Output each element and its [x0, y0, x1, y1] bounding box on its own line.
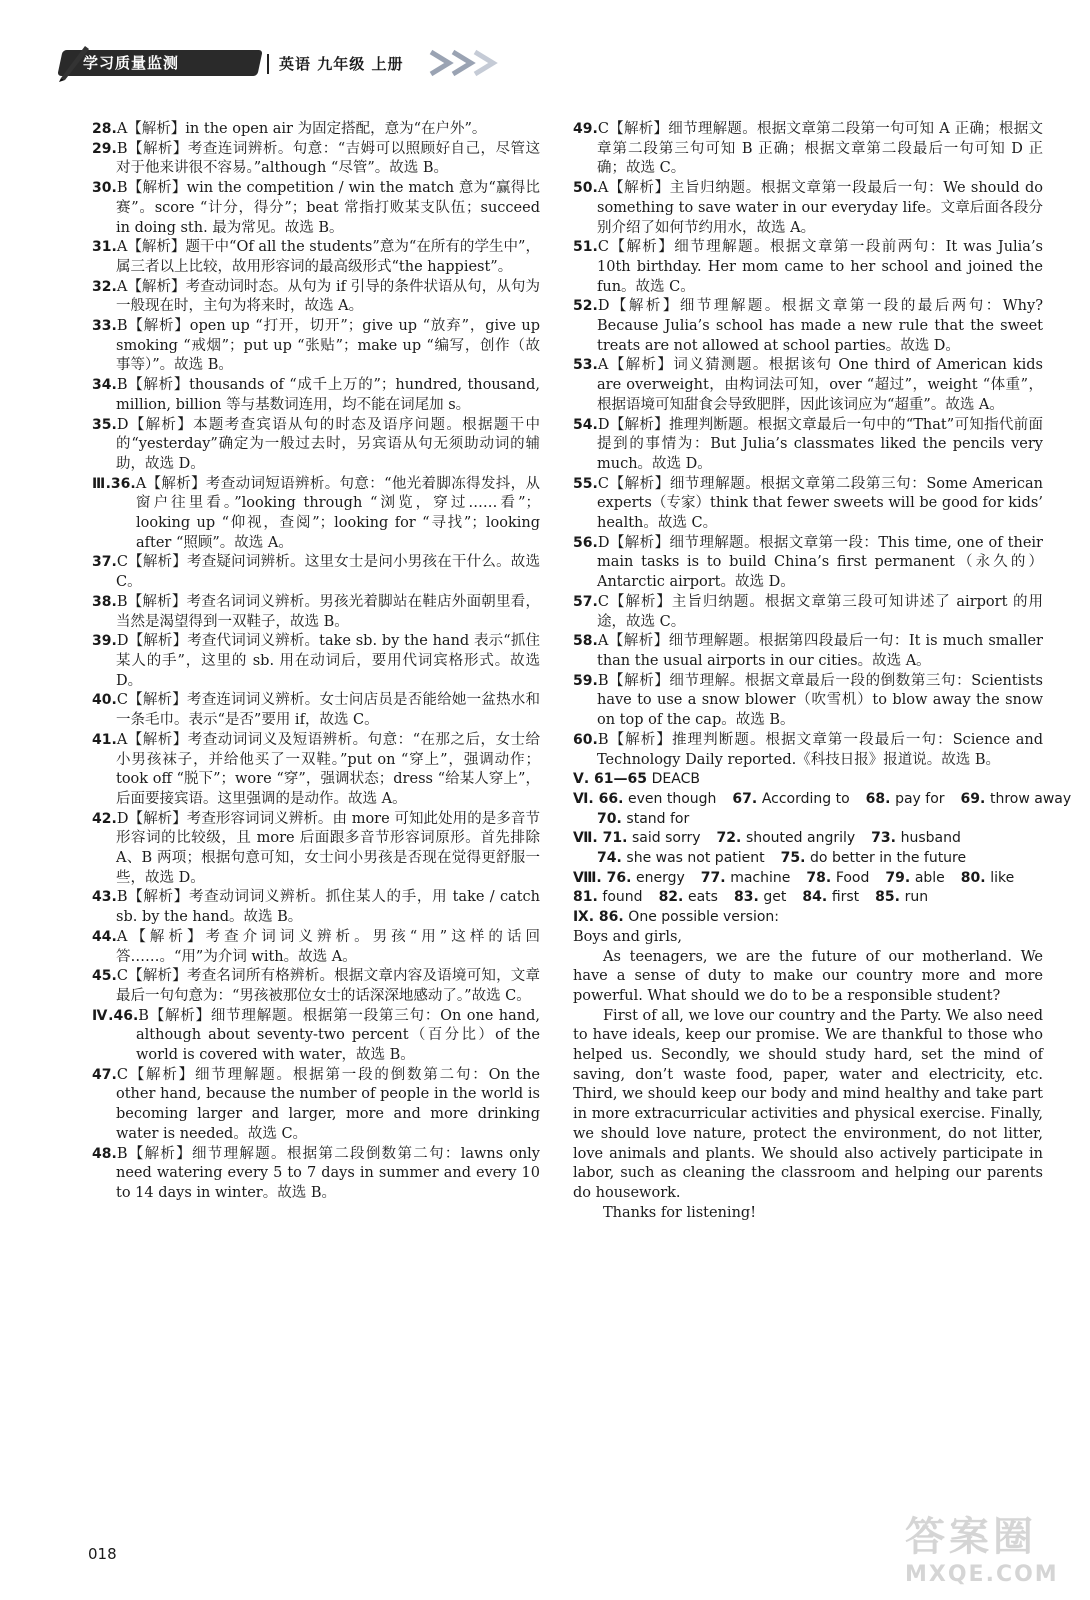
answer-54: 54.D【解析】推理判断题。根据文章最后一句中的“That”可知指代前面提到的事情为：But Julia’s classmates liked the pencils very much。故选 D。 — [573, 416, 1043, 472]
essay-greeting: Boys and girls, — [573, 928, 683, 945]
answer-38: 38.B【解析】考查名词词义辨析。男孩光着脚站在鞋店外面朝里看，当然是渴望得到一双鞋子，故选 B。 — [92, 593, 540, 630]
answer-41: 41.A【解析】考查动词词义及短语辨析。句意：“在那之后，女士给小男孩袜子，并给他买了一双鞋。”put on “穿上”，强调动作；took off “脱下”；wore “穿”，强调状态；dress “给某人穿上”，后面要接宾语。这里强调的是动作。故选 A。 — [92, 731, 540, 807]
chevrons-right-icon — [427, 48, 507, 78]
answer-30: 30.B【解析】win the competition / win the match 意为“赢得比赛”。score “计分，得分”；beat 常指打败某支队伍；succeed in doing sth. 最为常见。故选 B。 — [92, 180, 540, 236]
answer-60: 60.B【解析】推理判断题。根据文章第一段最后一句：Science and Technology Daily reported.《科技日报》报道说。故选 B。 — [573, 731, 1043, 768]
essay-paragraph: First of all, we love our country and the Party. We also need to have ideals, keep our promise. We are thankful to those who helped us. Secondly, we should study hard, set the mind of saving, don’t waste food, paper, water and electricity, etc. Third, we should keep our body and mind healthy and take part in more extracurricular activities and physical exercise. Finally, we should love nature, protect the environment, do not litter, love animals and plants. We should also actively participate in labor, such as cleaning the classroom and helping our parents do housework. — [573, 1007, 1043, 1201]
answer-40: 40.C【解析】考查连词词义辨析。女士问店员是否能给她一盆热水和一条毛巾。表示“是否”要用 if，故选 C。 — [92, 692, 540, 729]
answer-56: 56.D【解析】细节理解题。根据文章第一段：This time, one of their main tasks is to build China’s first permanent（永久的）Antarctic airport。故选 D。 — [573, 534, 1043, 591]
answer-53: 53.A【解析】词义猜测题。根据该句 One third of American kids are overweight，由构词法可知，over “超过”，weight “体重”，根据语境可知甜食会导致肥胖，因此该词应为“超重”。故选 A。 — [573, 357, 1043, 413]
left-column — [92, 120, 540, 1204]
header-divider — [267, 54, 269, 74]
header-subject: 英语 九年级 上册 — [279, 55, 404, 73]
answer-46: Ⅳ.46.B【解析】细节理解题。根据第一段第三句：On one hand, although about seventy-two percent（百分比）of the world is covered with water，故选 B。 — [92, 1007, 540, 1064]
page-number: 018 — [88, 1545, 117, 1563]
answer-49: 49.C【解析】细节理解题。根据文章第二段第一句可知 A 正确；根据文章第二段第三句可知 B 正确；根据文章第二段最后一句可知 D 正确；故选 C。 — [573, 121, 1043, 177]
answer-34: 34.B【解析】thousands of “成千上万的”；hundred, thousand, million, billion 等与基数词连用，均不能在词尾加 s。 — [92, 377, 540, 413]
answer-28: 28.A【解析】in the open air 为固定搭配，意为“在户外”。 — [92, 121, 487, 137]
answer-59: 59.B【解析】细节理解。根据文章最后一段的倒数第三句：Scientists have to use a snow blower（吹雪机）to blow away the snow on top of the cap。故选 B。 — [573, 672, 1043, 729]
answer-55: 55.C【解析】细节理解题。根据文章第二段第三句：Some American experts（专家）think that fewer sweets will be good for kids’ health。故选 C。 — [573, 475, 1043, 532]
answer-29: 29.B【解析】考查连词辨析。句意：“吉姆可以照顾好自己，尽管这对于他来讲很不容易。”although “尽管”。故选 B。 — [92, 140, 540, 177]
section-ix: Ⅸ. 86. One possible version: — [573, 909, 780, 926]
section-v: Ⅴ. 61—65 DEACB — [573, 771, 700, 788]
essay-closing: Thanks for listening! — [603, 1204, 757, 1221]
sample-essay — [573, 928, 1043, 1224]
answer-35: 35.D【解析】本题考查宾语从句的时态及语序问题。根据题干中的“yesterday”确定为一般过去时，另宾语从句无须助动词的辅助，故选 D。 — [92, 416, 540, 472]
answer-45: 45.C【解析】考查名词所有格辨析。根据文章内容及语境可知，文章最后一句句意为：“男孩被那位女士的话深深地感动了。”故选 C。 — [92, 968, 540, 1004]
answer-52: 52.D【解析】细节理解题。根据文章第一段的最后两句：Why? Because Julia’s school has made a new rule that the sweet treats are not allowed at school parties。故选 D。 — [573, 298, 1043, 354]
watermark-logo-text: 答案圈 — [905, 1514, 1037, 1560]
answer-39: 39.D【解析】考查代词词义辨析。take sb. by the hand 表示“抓住某人的手”，这里的 sb. 用在动词后，要用代词宾格形式。故选 D。 — [92, 633, 540, 689]
header-badge: 学习质量监测 — [83, 54, 180, 72]
section-vi: Ⅵ. 66. even though 67. According to 68. pay for 69. throw away — [573, 790, 1072, 807]
section-vi-cont: 70. stand for — [597, 810, 690, 827]
answer-51: 51.C【解析】细节理解题。根据文章第一段前两句：It was Julia’s 10th birthday. Her mom came to her school and joined the fun。故选 C。 — [573, 239, 1043, 295]
answer-44: 44.A【解析】考查介词词义辨析。男孩“用”这样的话回答……。“用”为介词 with。故选 A。 — [92, 928, 540, 965]
answer-33: 33.B【解析】open up “打开，切开”；give up “放弃”，give up smoking “戒烟”；put up “张贴”；make up “编写，创作（故事等）”。故选 B。 — [92, 318, 540, 374]
watermark-url: MXQE.COM — [905, 1562, 1059, 1587]
section-vii: Ⅶ. 71. said sorry 72. shouted angrily 73. husband — [573, 830, 961, 847]
answer-31: 31.A【解析】题干中“Of all the students”意为“在所有的学生中”，属三者以上比较，故用形容词的最高级形式“the happiest”。 — [92, 239, 540, 275]
page-header — [55, 40, 475, 82]
answer-47: 47.C【解析】细节理解题。根据第一段的倒数第二句：On the other hand, because the number of people in the world is becoming larger and larger, more and more drinking water is needed。故选 C。 — [92, 1066, 540, 1142]
answer-32: 32.A【解析】考查动词时态。从句为 if 引导的条件状语从句，从句为一般现在时，主句为将来时，故选 A。 — [92, 278, 540, 315]
answer-42: 42.D【解析】考查形容词词义辨析。由 more 可知此处用的是多音节形容词的比较级，且 more 后面跟多音节形容词原形。首先排除 A、B 两项；根据句意可知，女士问小男孩是否现在觉得更舒服一些，故选 D。 — [92, 810, 540, 886]
answer-48: 48.B【解析】细节理解题。根据第二段倒数第二句：lawns only need watering every 5 to 7 days in summer and every 10 to 14 days in winter。故选 B。 — [92, 1145, 540, 1201]
right-column — [573, 120, 1072, 1223]
section-viii: Ⅷ. 76. energy 77. machine 78. Food 79. able 80. like — [573, 869, 1015, 886]
answer-58: 58.A【解析】细节理解题。根据第四段最后一句：It is much smaller than the usual airports in our cities。故选 A。 — [573, 633, 1043, 669]
essay-paragraph: As teenagers, we are the future of our motherland. We have a sense of duty to make our country more and more powerful. What should we do to be a responsible student? — [573, 948, 1043, 1004]
answer-36: Ⅲ.36.A【解析】考查动词短语辨析。句意：“他光着脚冻得发抖，从窗户往里看。”looking through “浏览，穿过……看”；looking up “仰视，查阅”；looking for “寻找”；looking after “照顾”。故选 A。 — [92, 475, 540, 551]
answer-43: 43.B【解析】考查动词词义辨析。抓住某人的手，用 take / catch sb. by the hand。故选 B。 — [92, 889, 540, 926]
answer-57: 57.C【解析】主旨归纳题。根据文章第三段可知讲述了 airport 的用途，故选 C。 — [573, 593, 1043, 630]
answer-50: 50.A【解析】主旨归纳题。根据文章第一段最后一句：We should do something to save water in our everyday life。文章后面各段分别介绍了如何节约用水，故选 A。 — [573, 180, 1043, 236]
answer-37: 37.C【解析】考查疑问词辨析。这里女士是问小男孩在干什么。故选 C。 — [92, 554, 540, 591]
section-vii-cont: 74. she was not patient 75. do better in the future — [597, 850, 967, 867]
section-viii-cont: 81. found 82. eats 83. get 84. first 85. run — [573, 889, 929, 906]
site-watermark — [905, 1505, 1065, 1595]
